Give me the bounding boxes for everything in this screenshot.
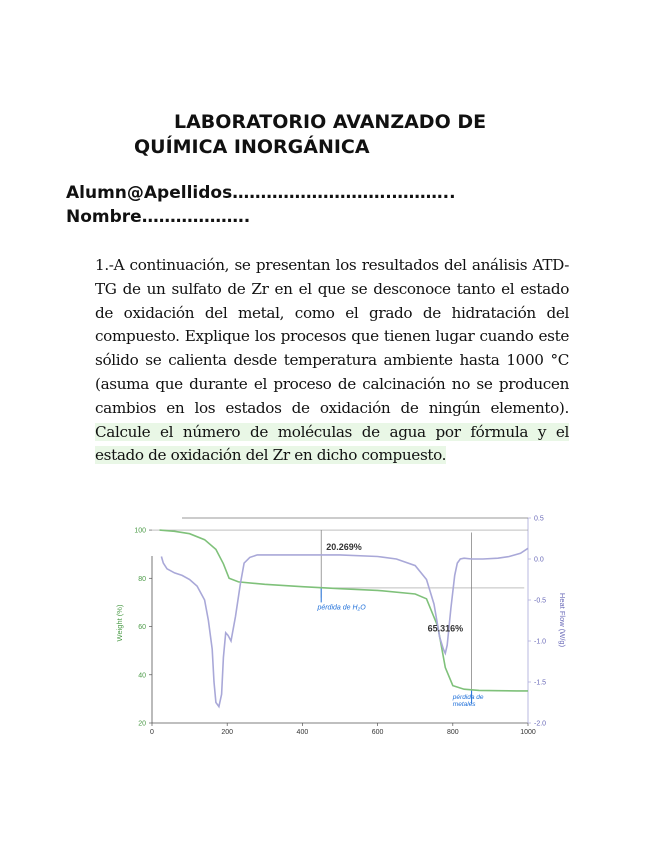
right-tick-label: 0.5 bbox=[534, 515, 544, 523]
step1-percent-label: 20.269% bbox=[326, 541, 362, 552]
left-axis-ticks bbox=[134, 528, 152, 728]
step2-percent-label: 65.316% bbox=[427, 623, 464, 634]
left-tick-label: 80 bbox=[138, 575, 146, 583]
name-field-line: Nombre………………. bbox=[66, 207, 251, 227]
x-tick-label: 200 bbox=[221, 729, 234, 736]
step2-note-line2: metales bbox=[452, 701, 476, 709]
right-tick-label: -0.5 bbox=[534, 597, 547, 605]
left-tick-label: 20 bbox=[138, 720, 146, 728]
right-tick-label: 0.0 bbox=[534, 556, 544, 564]
left-axis-label: Weight (%) bbox=[115, 604, 124, 642]
tga-dta-chart bbox=[108, 508, 567, 738]
x-tick-label: 0 bbox=[150, 729, 154, 736]
step1-note: pérdida de H₂O bbox=[317, 604, 366, 612]
document-title: LABORATORIO AVANZADO DE QUÍMICA INORGÁNICA bbox=[134, 111, 487, 158]
heat-flow-series-line bbox=[161, 548, 528, 709]
chart-annotations bbox=[316, 542, 483, 708]
x-tick-label: 400 bbox=[296, 729, 309, 736]
right-axis-label: Heat Flow (W/g) bbox=[558, 592, 567, 648]
student-fields bbox=[66, 181, 456, 229]
step2-note-line1: pérdida de bbox=[452, 693, 484, 701]
surname-field-line: Alumn@Apellidos……………………….……….. bbox=[66, 183, 456, 203]
left-tick-label: 60 bbox=[138, 624, 146, 632]
x-tick-label: 800 bbox=[446, 729, 459, 736]
question-paragraph bbox=[95, 254, 569, 468]
x-tick-label: 600 bbox=[371, 729, 384, 736]
left-tick-label: 100 bbox=[134, 527, 146, 535]
right-axis-ticks bbox=[528, 516, 546, 728]
right-tick-label: -1.0 bbox=[534, 638, 547, 646]
question-highlight: Calcule el número de moléculas de agua por fórmula y el estado de oxidación del Zr en dicho compuesto. bbox=[95, 422, 569, 465]
x-axis-ticks bbox=[150, 723, 536, 736]
x-tick-label: 1000 bbox=[520, 729, 536, 736]
right-tick-label: -2.0 bbox=[534, 720, 547, 728]
right-tick-label: -1.5 bbox=[534, 679, 547, 687]
left-tick-label: 40 bbox=[138, 672, 146, 680]
question-text: 1.-A continuación, se presentan los resultados del análisis ATD-TG de un sulfato de Zr en el que se desconoce tanto el estado de oxidación del metal, como el grado de hidratación del compuesto. Explique los procesos que tienen lugar cuando este sólido se calienta desde temperatura ambiente hasta 1000 °C (asuma que durante el proceso de calcinación no se producen cambios en los estados de oxidación de ningún elemento). bbox=[95, 256, 569, 417]
